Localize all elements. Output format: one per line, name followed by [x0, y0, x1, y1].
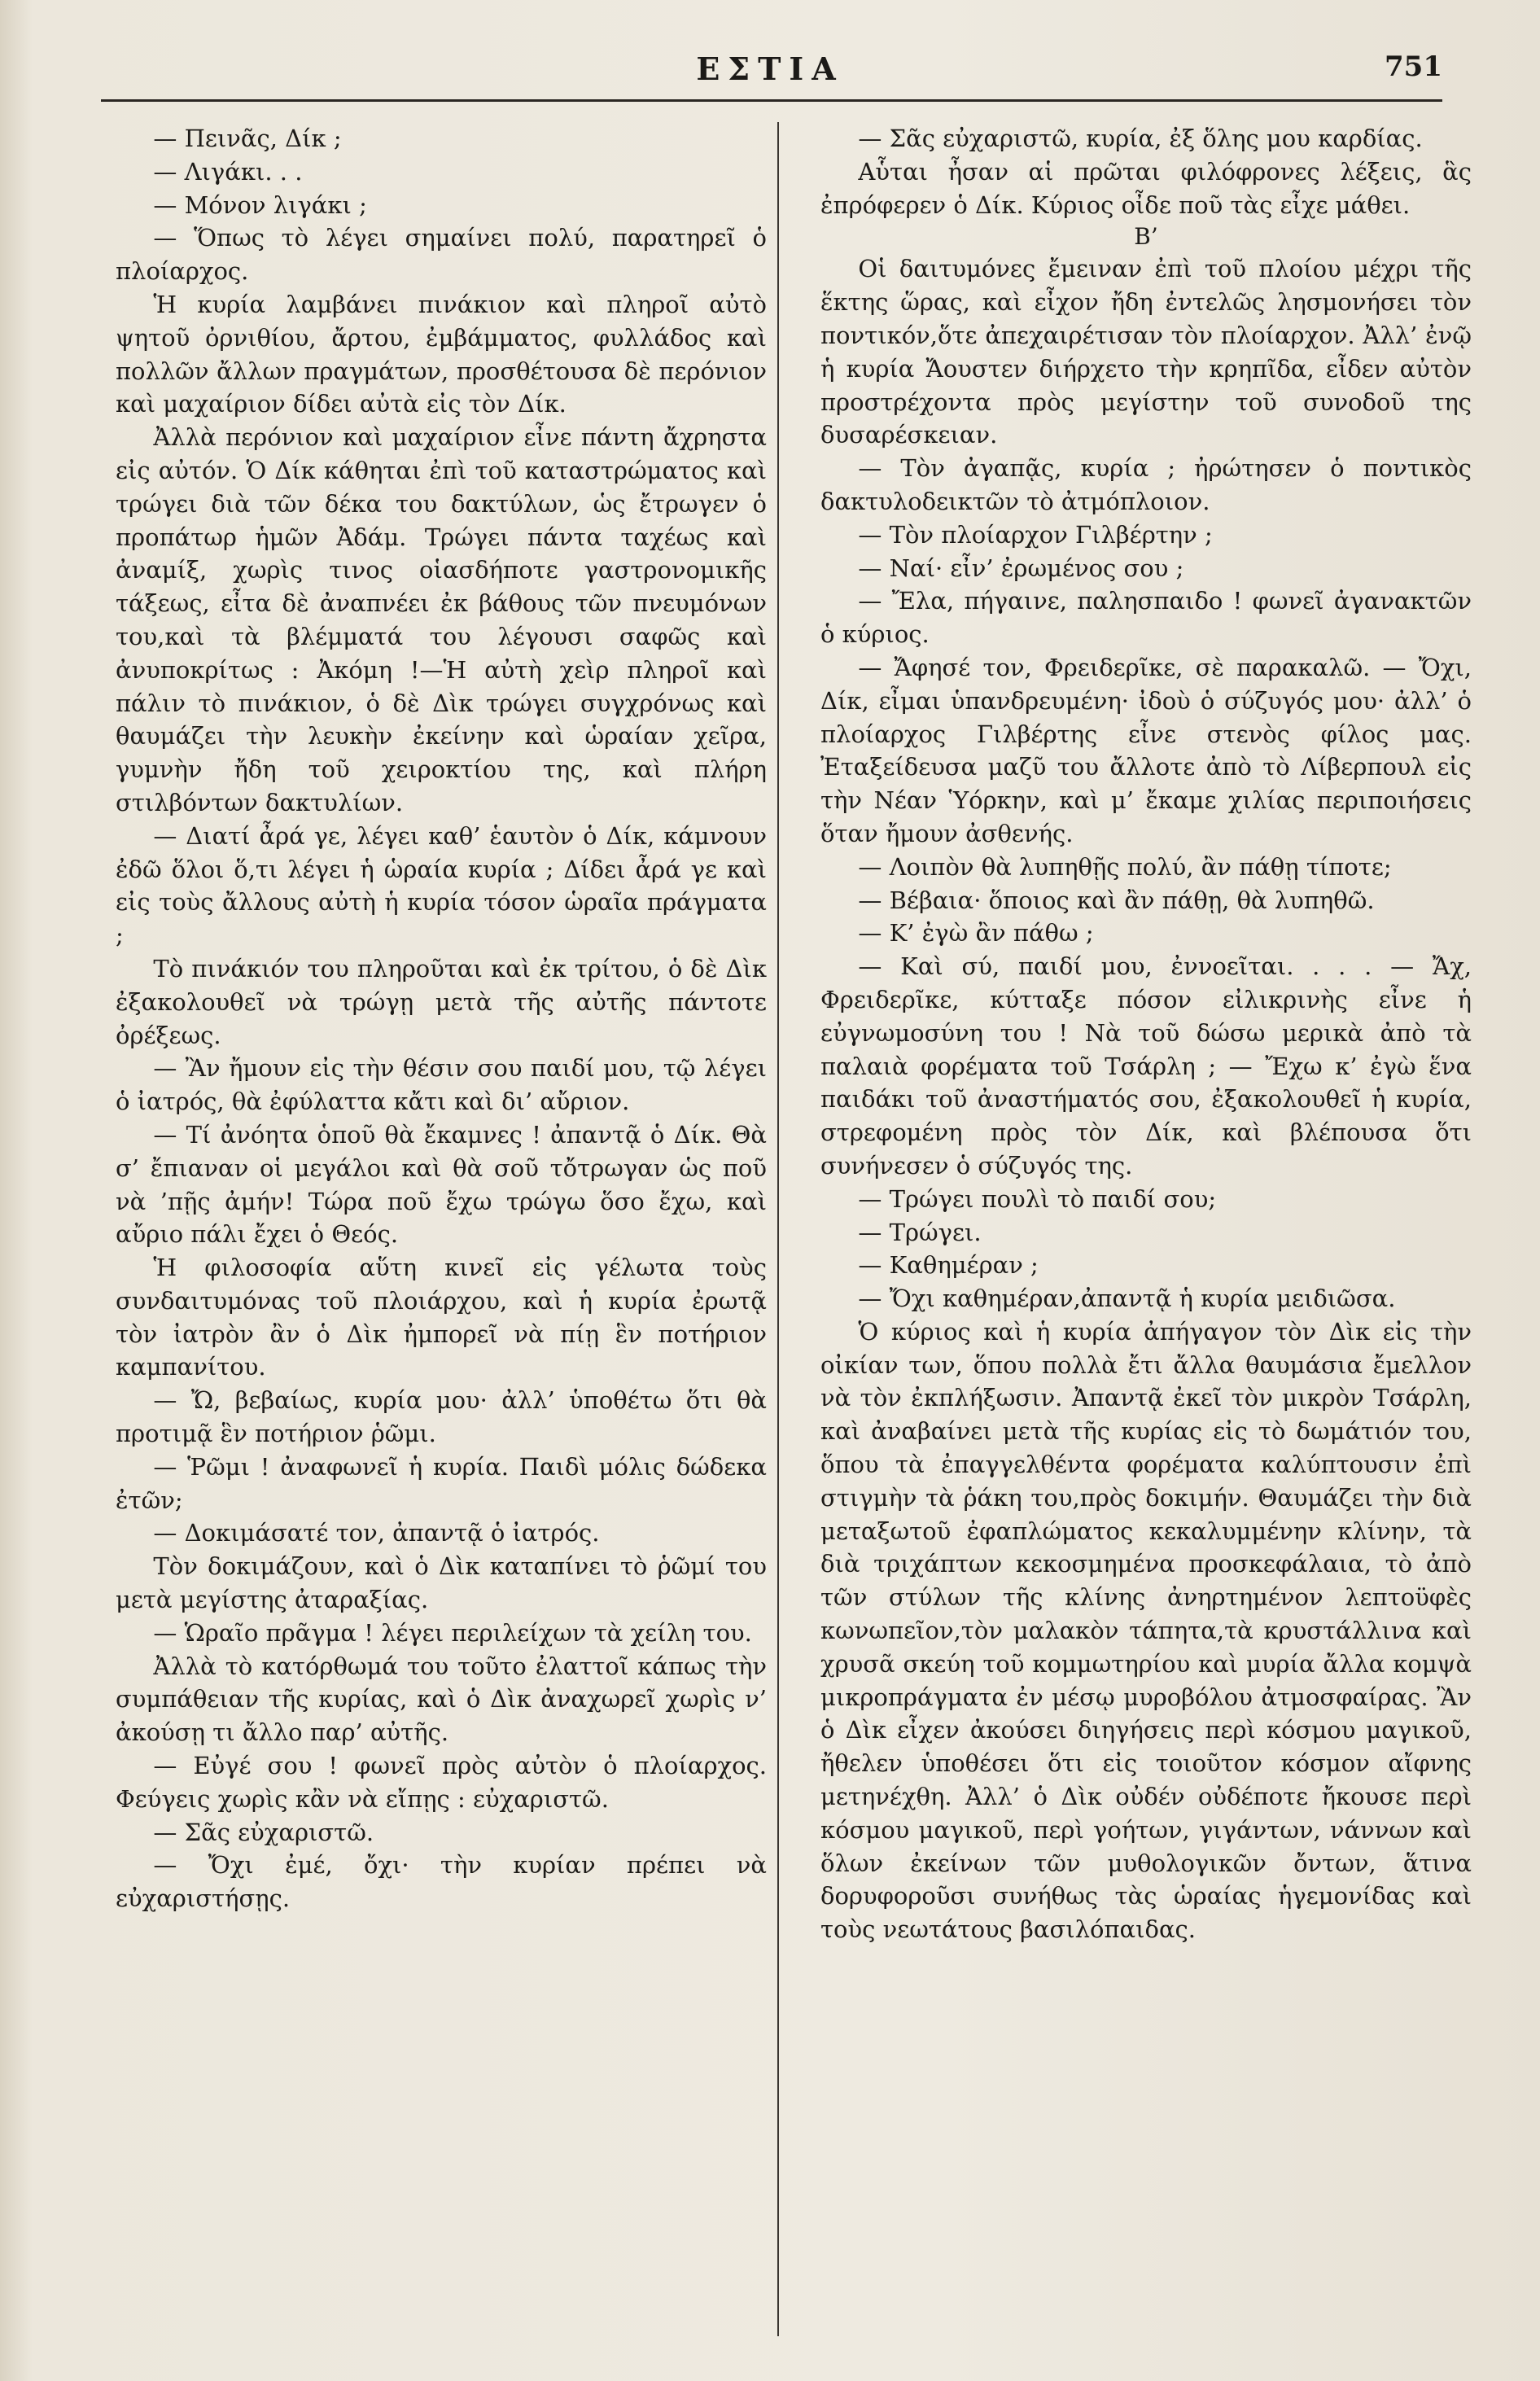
paragraph: — Ἂν ἤμουν εἰς τὴν θέσιν σου παιδί μου, τῷ λέγει ὁ ἰατρός, θὰ ἐφύλαττα κἄτι καὶ δι’ αὔριον. [116, 1054, 767, 1116]
paragraph: — Καθημέραν ; [858, 1251, 1039, 1280]
left-text-column [116, 122, 767, 2344]
page-number: 751 [1385, 50, 1442, 83]
paragraph: — Ὄχι καθημέραν,ἀπαντᾷ ἡ κυρία μειδιῶσα. [858, 1285, 1396, 1313]
paragraph: — Ὡραῖο πρᾶγμα ! λέγει περιλείχων τὰ χείλη του. [153, 1618, 752, 1647]
paragraph: Τὸν δοκιμάζουν, καὶ ὁ Δὶκ καταπίνει τὸ ῥῶμί του μετὰ μεγίστης ἀταραξίας. [116, 1552, 767, 1614]
paragraph: — Ναί· εἶν’ ἐρωμένος σου ; [858, 554, 1184, 582]
paragraph: — Πεινᾶς, Δίκ ; [153, 125, 342, 152]
paragraph: — Βέβαια· ὅποιος καὶ ἂν πάθῃ, θὰ λυπηθῶ. [858, 886, 1375, 914]
paragraph: — Ῥῶμι ! ἀναφωνεῖ ἡ κυρία. Παιδὶ μόλις δώδεκα ἐτῶν; [116, 1452, 767, 1514]
paragraph: — Δοκιμάσατέ τον, ἀπαντᾷ ὁ ἰατρός. [153, 1519, 600, 1547]
paragraph: Ἡ κυρία λαμβάνει πινάκιον καὶ πληροῖ αὐτὸ ψητοῦ ὀρνιθίου, ἄρτου, ἐμβάμματος, φυλλάδος καὶ πολλῶν ἄλλων πραγμάτων, προσθέτουσα δὲ περόνιον καὶ μαχαίριον δίδει αὐτὰ εἰς τὸν Δίκ. [116, 290, 767, 418]
paragraph: — Τρώγει. [858, 1218, 982, 1246]
paragraph: — Κ’ ἐγὼ ἂν πάθω ; [858, 919, 1094, 948]
paragraph: — Τὸν ἀγαπᾷς, κυρία ; ἠρώτησεν ὁ ποντικὸς δακτυλοδεικτῶν τὸ ἀτμόπλοιον. [820, 454, 1472, 515]
paragraph: — Λοιπὸν θὰ λυπηθῇς πολύ, ἂν πάθῃ τίποτε; [858, 852, 1392, 881]
paragraph: Ὁ κύριος καὶ ἡ κυρία ἀπήγαγον τὸν Δὶκ εἰς τὴν οἰκίαν των, ὅπου πολλὰ ἔτι ἄλλα θαυμάσια ἔμελλον νὰ τὸν ἐκπλήξωσιν. Ἀπαντᾷ ἐκεῖ τὸν μικρὸν Τσάρλη, καὶ ἀναβαίνει μετὰ τῆς κυρίας εἰς τὸ δωμάτιόν του, ὅπου τὰ ἐπαγγελθέντα φορέματα καλύπτουσιν ἐπὶ στιγμὴν τὰ ῥάκη του,πρὸς δοκιμήν. Θαυμάζει τὴν διὰ μεταξωτοῦ ἐφαπλώματος κεκαλυμμένην κλίνην, τὰ διὰ τριχάπτων κεκοσμημένα προσκεφάλαια, τὸ ἀπὸ τῶν στύλων τῆς κλίνης ἀνηρτημένον λεπτοϋφὲς κωνωπεῖον,τὸν μαλακὸν τάπητα,τὰ κρυστάλλινα καὶ χρυσᾶ σκεύη τοῦ κομμωτηρίου καὶ μυρία ἄλλα κομψὰ μικροπράγματα ἐν μέσῳ μυροβόλου ἀτμοσφαίρας. Ἂν ὁ Δὶκ εἶχεν ἀκούσει διηγήσεις περὶ κόσμου μαγικοῦ, ἤθελεν ὑποθέσει ὅτι εἰς τοιοῦτον κόσμον αἴφνης μετηνέχθη. Ἀλλ’ ὁ Δὶκ οὐδέν οὐδέποτε ἤκουσε περὶ κόσμου μαγικοῦ, περὶ γοήτων, γιγάντων, νάννων καὶ ὅλων ἐκείνων τῶν μυθολογικῶν ὄντων, ἅτινα δορυφοροῦσι συνήθως τὰς ὡραίας ἡγεμονίδας καὶ τοὺς νεωτάτους βασιλόπαιδας. [820, 1317, 1472, 1944]
paragraph: Ἀλλὰ τὸ κατόρθωμά του τοῦτο ἐλαττοῖ κάπως τὴν συμπάθειαν τῆς κυρίας, καὶ ὁ Δὶκ ἀναχωρεῖ χωρὶς ν’ ἀκούσῃ τι ἄλλο παρ’ αὐτῆς. [116, 1652, 767, 1747]
paragraph: — Ἔλα, πήγαινε, παλησπαιδο ! φωνεῖ ἀγανακτῶν ὁ κύριος. [820, 587, 1472, 649]
paragraph: — Μόνον λιγάκι ; [153, 190, 367, 219]
paragraph: — Ὤ, βεβαίως, κυρία μου· ἀλλ’ ὑποθέτω ὅτι θὰ προτιμᾷ ἓν ποτήριον ῥῶμι. [116, 1386, 767, 1448]
paragraph: — Εὐγέ σου ! φωνεῖ πρὸς αὐτὸν ὁ πλοίαρχος. Φεύγεις χωρὶς κἂν νὰ εἴπῃς : εὐχαριστῶ. [116, 1752, 767, 1813]
paragraph: Τὸ πινάκιόν του πληροῦται καὶ ἐκ τρίτου, ὁ δὲ Δὶκ ἐξακολουθεῖ νὰ τρώγῃ μετὰ τῆς αὐτῆς πάντοτε ὀρέξεως. [116, 954, 767, 1049]
paragraph: — Ὄχι ἐμέ, ὄχι· τὴν κυρίαν πρέπει νὰ εὐχαριστήσῃς. [116, 1851, 767, 1913]
paragraph: — Σᾶς εὐχαριστῶ, κυρία, ἐξ ὅλης μου καρδίας. [858, 125, 1423, 152]
section-marker: Β’ [1134, 223, 1158, 251]
right-text-column [820, 122, 1472, 2344]
paragraph: — Καὶ σύ, παιδί μου, ἐννοεῖται. . . . — Ἄχ, Φρειδερῖκε, κύτταξε πόσον εἰλικρινὴς εἶνε ἡ εὐγνωμοσύνη του ! Νὰ τοῦ δώσω μερικὰ ἀπὸ τὰ παλαιὰ φορέματα τοῦ Τσάρλη ; — Ἔχω κ’ ἐγὼ ἕνα παιδάκι τοῦ ἀναστήματός σου, ἐξακολουθεῖ ἡ κυρία, στρεφομένη πρὸς τὸν Δίκ, καὶ βλέπουσα ὅτι συνήνεσεν ὁ σύζυγός της. [820, 952, 1472, 1180]
paragraph: Οἱ δαιτυμόνες ἔμειναν ἐπὶ τοῦ πλοίου μέχρι τῆς ἕκτης ὥρας, καὶ εἶχον ἤδη ἐντελῶς λησμονήσει τὸν ποντικόν,ὅτε ἀπεχαιρέτισαν τὸν πλοίαρχον. Ἀλλ’ ἐνῷ ἡ κυρία Ἄουστεν διήρχετο τὴν κρηπῖδα, εἶδεν αὐτὸν προστρέχοντα πρὸς μεγίστην τοῦ συνοδοῦ της δυσαρέσκειαν. [820, 255, 1472, 449]
paragraph: — Ὅπως τὸ λέγει σημαίνει πολύ, παρατηρεῖ ὁ πλοίαρχος. [116, 224, 767, 286]
paragraph: — Τί ἀνόητα ὁποῦ θὰ ἔκαμνες ! ἀπαντᾷ ὁ Δίκ. Θὰ σ’ ἔπιαναν οἱ μεγάλοι καὶ θὰ σοῦ τὄτρωγαν ὡς ποῦ νὰ ’πῇς ἀμήν! Τώρα ποῦ ἔχω τρώγω ὅσο ἔχω, καὶ αὔριο πάλι ἔχει ὁ Θεός. [116, 1120, 767, 1249]
paragraph: — Τὸν πλοίαρχον Γιλβέρτην ; [858, 520, 1213, 549]
paragraph: — Σᾶς εὐχαριστῶ. [153, 1818, 374, 1846]
paragraph: — Διατί ἆρά γε, λέγει καθ’ ἑαυτὸν ὁ Δίκ, κάμνουν ἐδῶ ὅλοι ὅ,τι λέγει ἡ ὡραία κυρία ; Δίδει ἆρά γε καὶ εἰς τοὺς ἄλλους αὐτὴ ἡ κυρία τόσον ὡραῖα πράγματα ; [116, 821, 767, 950]
paragraph: Ἡ φιλοσοφία αὕτη κινεῖ εἰς γέλωτα τοὺς συνδαιτυμόνας τοῦ πλοιάρχου, καὶ ἡ κυρία ἐρωτᾷ τὸν ἰατρὸν ἂν ὁ Δὶκ ἠμπορεῖ νὰ πίῃ ἓν ποτήριον καμπανίτου. [116, 1254, 767, 1381]
paragraph: — Τρώγει πουλὶ τὸ παιδί σου; [858, 1184, 1217, 1213]
paragraph: Ἀλλὰ περόνιον καὶ μαχαίριον εἶνε πάντη ἄχρηστα εἰς αὐτόν. Ὁ Δίκ κάθηται ἐπὶ τοῦ καταστρώματος καὶ τρώγει διὰ τῶν δέκα του δακτύλων, ὡς ἔτρωγεν ὁ προπάτωρ ἡμῶν Ἀδάμ. Τρώγει πάντα ταχέως καὶ ἀναμίξ, χωρὶς τινος οἱασδήποτε γαστρονομικῆς τάξεως, εἶτα δὲ ἀναπνέει ἐκ βάθους τῶν πνευμόνων του,καὶ τὰ βλέμματά του λέγουσι σαφῶς καὶ ἀνυποκρίτως : Ἀκόμη !—Ἡ αὐτὴ χεὶρ πληροῖ καὶ πάλιν τὸ πινάκιον, ὁ δὲ Δὶκ τρώγει συγχρόνως καὶ θαυμάζει τὴν λευκὴν ἐκείνην καὶ ὡραίαν χεῖρα, γυμνὴν ἤδη τοῦ χειροκτίου της, καὶ πλήρη στιλβόντων δακτυλίων. [116, 423, 767, 816]
paragraph: Αὗται ἦσαν αἱ πρῶται φιλόφρονες λέξεις, ἃς ἐπρόφερεν ὁ Δίκ. Κύριος οἶδε ποῦ τὰς εἶχε μάθει. [820, 157, 1472, 219]
paragraph: — Λιγάκι. . . [153, 157, 303, 186]
paragraph: — Ἄφησέ τον, Φρειδερῖκε, σὲ παρακαλῶ. — Ὄχι, Δίκ, εἶμαι ὑπανδρευμένη· ἰδοὺ ὁ σύζυγός μου· ἀλλ’ ὁ πλοίαρχος Γιλβέρτης εἶνε στενὸς φίλος μας. Ἐταξείδευσα μαζῦ του ἄλλοτε ἀπὸ τὸ Λίβερπουλ εἰς τὴν Νέαν Ὑόρκην, καὶ μ’ ἔκαμε χιλίας περιποιήσεις ὅταν ἤμουν ἀσθενής. [820, 653, 1472, 847]
running-title: ΕΣΤΙΑ [696, 50, 844, 87]
header-rule [101, 99, 1442, 102]
column-divider [777, 122, 779, 2336]
